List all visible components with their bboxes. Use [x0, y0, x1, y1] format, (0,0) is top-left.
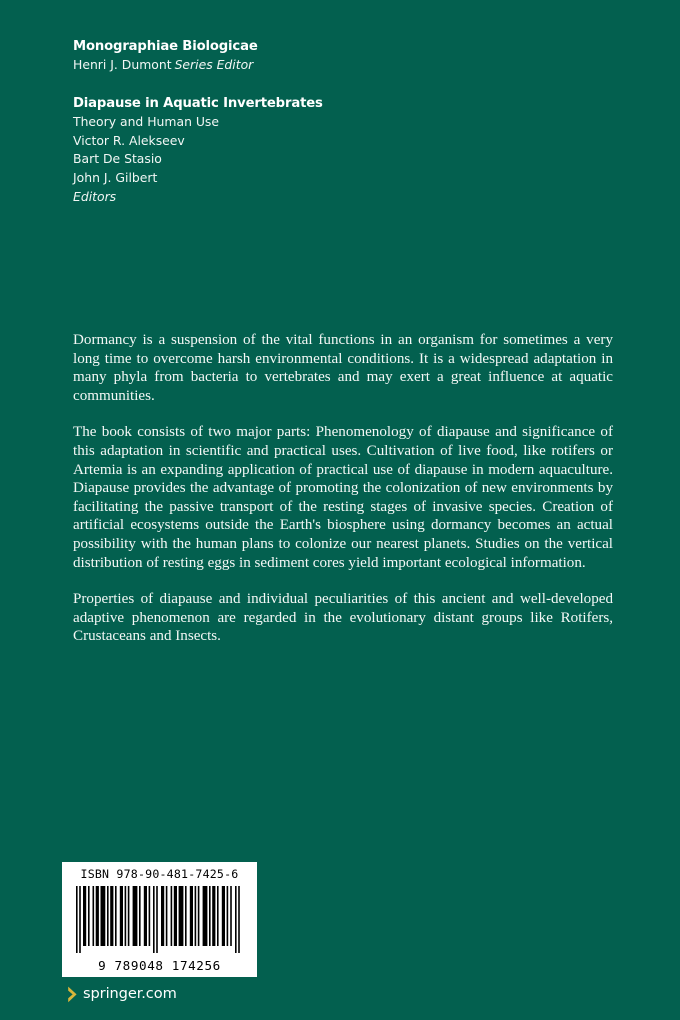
book-subtitle: Theory and Human Use — [73, 114, 220, 129]
isbn-number-label: ISBN 978-90-481-7425-6 — [80, 867, 239, 881]
book-title: Diapause in Aquatic Invertebrates — [73, 96, 323, 111]
series-title: Monographiae Biologicae — [73, 39, 258, 54]
series-editor-line — [73, 56, 493, 73]
series-editor-role: Series Editor — [174, 57, 254, 72]
editors-label: Editors — [73, 189, 117, 204]
barcode-bars — [75, 886, 244, 953]
blurb-paragraph-1: Dormancy is a suspension of the vital functions in an organism for sometimes a very long time to overcome harsh environmental conditions. It is a widespread adaptation in many phyla from bacteria to vertebrates and may exert a great influence at aquatic communities. — [73, 332, 613, 404]
cover-header-block — [73, 38, 493, 207]
springer-logo[interactable] — [67, 986, 177, 1003]
editor-name-1: Victor R. Alekseev — [73, 132, 185, 148]
isbn-barcode — [62, 862, 257, 977]
editor-name-3: John J. Gilbert — [73, 169, 158, 185]
back-cover-blurb — [73, 331, 613, 646]
blurb-paragraph-2: The book consists of two major parts: Phenomenology of diapause and significance of this adaptation in scientific and practical uses. Cultivation of live food, like rotifers or Artemia is an expanding application of practical use of diapause in modern aquaculture. Diapause provides the advantage of promoting the colonization of new environments by facilitating the passive transport of the resting stages of invasive species. Creation of artificial ecosystems outside the Earth's biosphere using dormancy becomes an actual possibility with the human plans to colonize our nearest planets. Studies on the vertical distribution of resting eggs in sediment cores yield important ecological information. — [73, 424, 613, 571]
series-editor-name: Henri J. Dumont — [73, 57, 172, 72]
springer-url-text: springer.com — [83, 985, 177, 1003]
chevron-right-icon — [67, 986, 78, 1003]
editor-name-2: Bart De Stasio — [73, 151, 162, 166]
ean-digits-label: 9 789048 174256 — [98, 958, 221, 973]
blurb-paragraph-3: Properties of diapause and individual peculiarities of this ancient and well-developed adaptive phenomenon are regarded in the evolutionary distant groups like Rotifers, Crustaceans and Insects. — [73, 591, 613, 645]
